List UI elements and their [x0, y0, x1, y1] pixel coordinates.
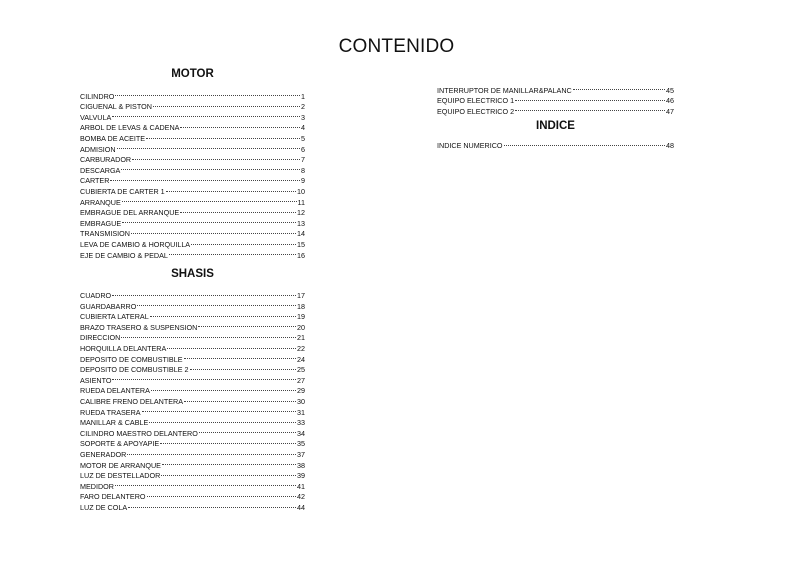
dot-leader	[150, 309, 296, 320]
toc-entry-label: EMBRAGUE DEL ARRANQUE	[80, 208, 180, 218]
toc-entry-label: INDICE NUMERICO	[437, 141, 503, 151]
dot-leader	[199, 425, 296, 436]
toc-entry-page-number: 42	[297, 492, 305, 502]
toc-entry-label: RUEDA DELANTERA	[80, 386, 150, 396]
toc-entry-page-number: 44	[297, 502, 305, 512]
toc-entry-page-number: 16	[297, 250, 305, 260]
toc-entry-label: ARRANQUE	[80, 197, 121, 207]
toc-entry-label: BRAZO TRASERO & SUSPENSION	[80, 322, 198, 332]
toc-entry-label: LUZ DE DESTELLADOR	[80, 471, 161, 481]
toc-entry-page-number: 47	[666, 106, 674, 116]
toc-entry-page-number: 35	[297, 439, 305, 449]
toc-entry-page-number: 2	[301, 102, 305, 112]
toc-entry-page-number: 11	[297, 197, 305, 207]
toc-entry-label: MOTOR DE ARRANQUE	[80, 460, 161, 470]
dot-leader	[504, 138, 666, 149]
toc-entry-label: FARO DELANTERO	[80, 492, 146, 502]
dot-leader	[115, 88, 300, 99]
dot-leader	[112, 109, 300, 120]
toc-entry-label: DIRECCION	[80, 333, 121, 343]
toc-entry-page-number: 27	[297, 375, 305, 385]
toc-entry-label: VALVULA	[80, 112, 112, 122]
toc-entry[interactable]	[80, 183, 305, 194]
toc-entry-page-number: 22	[297, 344, 305, 354]
left-column	[80, 66, 305, 510]
dot-leader	[127, 446, 296, 457]
toc-entry-label: CILINDRO MAESTRO DELANTERO	[80, 428, 198, 438]
toc-entry-label: CARBURADOR	[80, 155, 132, 165]
toc-entry-label: GENERADOR	[80, 450, 127, 459]
toc-entry-page-number: 7	[301, 155, 305, 165]
dot-leader	[515, 103, 665, 114]
dot-leader	[146, 130, 300, 141]
toc-entry-label: DEPOSITO DE COMBUSTIBLE 2	[80, 365, 189, 375]
toc-entry-label: ASIENTO	[80, 375, 112, 385]
toc-entry-page-number: 18	[297, 301, 305, 311]
dot-leader	[142, 404, 296, 415]
dot-leader	[122, 215, 296, 226]
section-heading-indice: INDICE	[536, 119, 575, 132]
dot-leader	[184, 351, 296, 362]
toc-entry[interactable]	[80, 288, 305, 299]
dot-leader	[112, 372, 296, 383]
toc-entry-page-number: 30	[297, 397, 305, 407]
page-title: CONTENIDO	[338, 36, 455, 57]
dot-leader	[191, 236, 296, 247]
toc-entry-label: CALIBRE FRENO DELANTERA	[80, 397, 184, 407]
toc-entry-label: TRANSMISION	[80, 229, 130, 239]
dot-leader	[115, 478, 296, 489]
dot-leader	[190, 362, 296, 373]
toc-entry-label: DESCARGA	[80, 165, 121, 175]
dot-leader	[110, 173, 300, 184]
toc-entry-page-number: 14	[297, 229, 305, 239]
toc-entry-page-number: 20	[297, 322, 305, 332]
dot-leader	[169, 247, 296, 258]
toc-entry-label: CUADRO	[80, 291, 112, 301]
dot-leader	[180, 205, 296, 216]
toc-entry-page-number: 13	[297, 218, 305, 228]
dot-leader	[121, 330, 296, 341]
toc-entry-label: ADMISION	[80, 144, 116, 154]
toc-entry[interactable]	[80, 88, 305, 99]
dot-leader	[162, 457, 296, 468]
toc-entry-label: LEVA DE CAMBIO & HORQUILLA	[80, 239, 191, 249]
dot-leader	[121, 162, 300, 173]
toc-entry-page-number: 15	[297, 239, 305, 249]
toc-entry-page-number: 19	[297, 312, 305, 322]
dot-leader	[137, 298, 296, 309]
toc-entry-page-number: 46	[666, 96, 674, 106]
toc-entry-label: CIGUENAL & PISTON	[80, 102, 152, 112]
toc-entry[interactable]	[80, 383, 305, 394]
toc-entry-page-number: 37	[297, 450, 305, 459]
toc-entry-page-number: 21	[297, 333, 305, 343]
toc-entry-label: HORQUILLA DELANTERA	[80, 344, 167, 354]
toc-entry-page-number: 1	[301, 91, 305, 101]
toc-entry-label: RUEDA TRASERA	[80, 407, 141, 417]
toc-entry[interactable]	[80, 109, 305, 120]
toc-entry-page-number: 4	[301, 123, 305, 133]
toc-entry[interactable]	[80, 372, 305, 383]
toc-entry-page-number: 9	[301, 176, 305, 186]
toc-entry-label: ARBOL DE LEVAS & CADENA	[80, 123, 180, 133]
shasis-entries	[80, 288, 305, 510]
toc-entry-page-number: 45	[666, 85, 674, 95]
toc-entry-page-number: 6	[301, 144, 305, 154]
toc-entry-label: CILINDRO	[80, 91, 115, 101]
toc-entry-label: CUBIERTA LATERAL	[80, 312, 149, 322]
dot-leader	[132, 152, 300, 163]
toc-entry-page-number: 41	[297, 481, 305, 491]
toc-entry-label: MEDIDOR	[80, 481, 114, 491]
toc-entry-page-number: 24	[297, 354, 305, 364]
dot-leader	[160, 436, 296, 447]
toc-entry-label: EJE DE CAMBIO & PEDAL	[80, 250, 168, 260]
toc-entry-label: CARTER	[80, 176, 110, 186]
dot-leader	[166, 183, 296, 194]
dot-leader	[153, 99, 300, 110]
toc-entry-label: MANILLAR & CABLE	[80, 418, 149, 428]
right-column	[437, 82, 674, 151]
toc-entry[interactable]	[437, 138, 674, 149]
toc-entry[interactable]	[80, 173, 305, 184]
dot-leader	[128, 499, 296, 510]
dot-leader	[180, 120, 300, 131]
dot-leader	[117, 141, 300, 152]
toc-entry-page-number: 12	[297, 208, 305, 218]
toc-entry-label: CUBIERTA DE CARTER 1	[80, 186, 165, 196]
toc-entry-page-number: 5	[301, 133, 305, 143]
toc-entry[interactable]	[80, 120, 305, 131]
dot-leader	[131, 226, 296, 237]
indice-entries	[437, 138, 674, 149]
toc-entry-page-number: 25	[297, 365, 305, 375]
toc-entry-page-number: 39	[297, 471, 305, 481]
dot-leader	[573, 82, 665, 93]
toc-entry-page-number: 8	[301, 165, 305, 175]
toc-entry-label: INTERRUPTOR DE MANILLAR&PALANC	[437, 85, 572, 95]
toc-entry-page-number: 33	[297, 418, 305, 428]
toc-entry-label: DEPOSITO DE COMBUSTIBLE	[80, 354, 183, 364]
toc-entry[interactable]	[437, 82, 674, 93]
toc-entry-label: SOPORTE & APOYAPIE	[80, 439, 160, 449]
section-heading-shasis: SHASIS	[171, 267, 214, 280]
dot-leader	[147, 489, 297, 500]
dot-leader	[184, 393, 296, 404]
toc-entry-label: LUZ DE COLA	[80, 502, 128, 512]
electrico-entries	[437, 82, 674, 114]
toc-entry-label: EQUIPO ELECTRICO 2	[437, 106, 515, 116]
dot-leader	[161, 468, 296, 479]
dot-leader	[112, 288, 296, 299]
toc-entry-label: GUARDABARRO	[80, 301, 137, 311]
toc-entry-page-number: 17	[297, 291, 305, 301]
dot-leader	[149, 415, 296, 426]
toc-entry-label: EMBRAGUE	[80, 218, 122, 228]
toc-entry-page-number: 3	[301, 112, 305, 122]
dot-leader	[167, 340, 296, 351]
toc-entry-label: EQUIPO ELECTRICO 1	[437, 96, 515, 106]
toc-entry-label: BOMBA DE ACEITE	[80, 133, 146, 143]
toc-entry-page-number: 10	[297, 186, 305, 196]
section-heading-motor: MOTOR	[171, 68, 214, 80]
dot-leader	[151, 383, 296, 394]
toc-entry-page-number: 38	[297, 460, 305, 470]
toc-entry-page-number: 31	[297, 407, 305, 417]
toc-entry-page-number: 48	[666, 141, 674, 151]
toc-entry[interactable]	[80, 298, 305, 309]
dot-leader	[515, 93, 665, 104]
toc-entry-page-number: 34	[297, 428, 305, 438]
motor-entries	[80, 88, 305, 258]
dot-leader	[198, 319, 296, 330]
toc-entry-page-number: 29	[297, 386, 305, 396]
dot-leader	[122, 194, 297, 205]
